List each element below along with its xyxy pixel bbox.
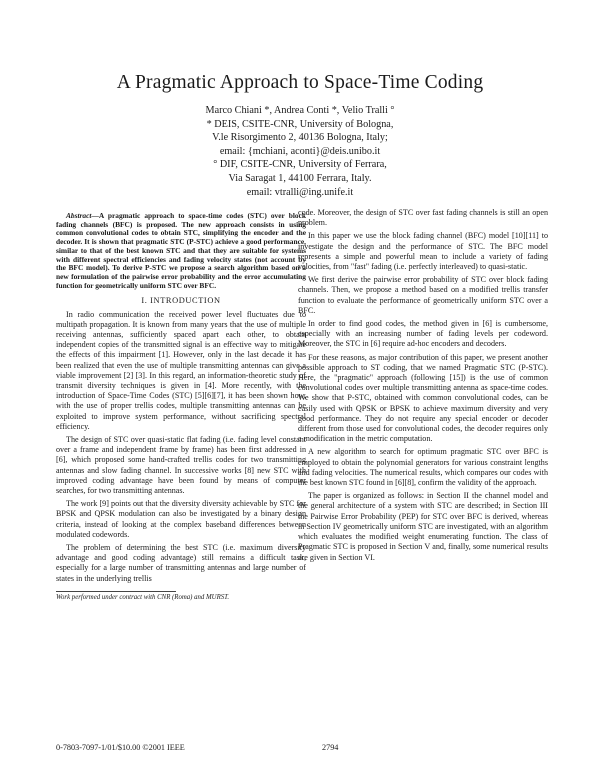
author-names: Marco Chiani *, Andrea Conti *, Velio Tralli ° [205, 105, 395, 116]
body-paragraph: In this paper we use the block fading channel (BFC) model [10][11] to investigate the design and the performance of STC. The BFC model represents a simple and powerful mean to include a variety of fading velocities, from "fast" fading (i.e. perfectly interleaved) to quasi-static. [298, 231, 548, 272]
abstract [56, 212, 306, 290]
body-paragraph: For these reasons, as major contribution of this paper, we present another possible approach to ST coding, that we named Pragmatic STC (P-STC). Here, the "pragmatic" approach (following [15]) is the use of common convolutional codes over multiple transmitting antenna as space-time codes. We show that P-STC, obtained with common convolutional codes, can be easily used with QPSK or BPSK to achieve maximum diversity and very good performance. They do not require any special encoder or decoder different from those used for convolutional codes, the decoder requires only a modification in the metric computation. [298, 352, 548, 444]
email-line: email: vtralli@ing.unife.it [246, 186, 354, 198]
left-column [56, 212, 306, 605]
affiliation-line: V.le Risorgimento 2, 40136 Bologna, Italy; [212, 132, 388, 144]
body-paragraph: The paper is organized as follows: in Section II the channel model and the general architecture of a system with STC are described; in Section III the Pairwise Error Probability (PEP) for STC over BFC is derived, whereas in Section IV geometrically uniform STC are investigated, with an algorithm which evaluates the modified weight enumerating function. The class of Pragmatic STC is proposed in Section V and, finally, some numerical results are given in Section VI. [298, 491, 548, 562]
footnote-divider [56, 591, 176, 592]
section-heading: I. INTRODUCTION [141, 296, 221, 306]
right-column [298, 208, 548, 566]
body-paragraph: In radio communication the received power level fluctuates due to multipath propagation. It is known from many years that the use of multiple receiving antennas, sufficiently spaced apart each other, to obtain independent copies of the transmitted signal is an effective way to mitigate the effects of this impairment [1]. However, only in the last decade it has been realized that even the use of multiple transmitting antennas can give a viable improvement [2] [3]. In this regard, an information-theoretic study of transmit diversity techniques is given in [4]. More recently, with the introduction of Space-Time Codes (STC) [5][6][7], it has been shown how, with the use of proper trellis codes, multiple transmitting antennas can be exploited to improve system performance, without sacrificing spectral efficiency. [56, 309, 306, 431]
abstract-lead: Abstract— [66, 211, 99, 220]
body-paragraph: The design of STC over quasi-static flat fading (i.e. fading level constant over a frame and independent frame by frame) has been first addressed in [6], which proposed some hand-crafted trellis codes for two transmitting antennas and slow fading channel. In successive works [8] new STC with improved coding advantage have been found by means of computer searches, for two transmitting antennas. [56, 434, 306, 495]
body-paragraph: The work [9] points out that the diversity diversity achievable by STC for BPSK and QPSK modulation can also be investigated by a binary design criteria, instead of looking at the complex baseband differences between modulated codewords. [56, 499, 306, 539]
affiliation-line: * DEIS, CSITE-CNR, University of Bologna, [206, 118, 394, 130]
body-paragraph: We first derive the pairwise error probability of STC over block fading channels. Then, we propose a method based on a modified trellis transfer function to evaluate the performance of geometrically uniform STC over a BFC. [298, 275, 548, 315]
affiliation-line: ° DIF, CSITE-CNR, University of Ferrara, [213, 159, 387, 171]
body-paragraph: The problem of determining the best STC (i.e. maximum diversity advantage and good coding advantage) still remains a difficult task, especially for a large number of transmitting antennas and large number of states in the underlying trellis [56, 543, 306, 583]
paper-title: A Pragmatic Approach to Space-Time Coding [116, 72, 484, 93]
affiliation-line: Via Saragat 1, 44100 Ferrara, Italy. [228, 172, 372, 184]
author-block [0, 104, 600, 199]
footnote: Work performed under contract with CNR (Roma) and MURST. [56, 593, 230, 601]
email-line: email: {mchiani, aconti}@deis.unibo.it [219, 145, 381, 157]
body-paragraph: In order to find good codes, the method given in [6] is cumbersome, especially with an increasing number of fading levels per codeword. Moreover, the STC in [6] require ad-hoc encoders and decoders. [298, 319, 548, 349]
footer-isbn: 0-7803-7097-1/01/$10.00 ©2001 IEEE [56, 743, 185, 752]
page-number: 2794 [322, 743, 339, 752]
body-paragraph: code. Moreover, the design of STC over fast fading channels is still an open problem. [298, 208, 548, 228]
abstract-body: A pragmatic approach to space-time codes (STC) over block fading channels (BFC) is proposed. The new approach consists in using common convolutional codes to obtain STC, simplifying the encoder and the decoder. It is shown that pragmatic STC (P-STC) achieve a good performance, similar to that of the best known STC and that they are suitable for systems with different spectral efficiencies and fading velocity states (not account by the BFC model). To derive P-STC we propose a search algorithm based on a new formulation of the pairwise error probability and the error accumulating function for geometrically uniform STC over BFC. [56, 211, 306, 290]
body-paragraph: A new algorithm to search for optimum pragmatic STC over BFC is employed to obtain the polynomial generators for various constraint lengths and fading velocities. The numerical results, which compares our codes with the best known STC found in [6][8], confirm the validity of the approach. [298, 447, 548, 488]
